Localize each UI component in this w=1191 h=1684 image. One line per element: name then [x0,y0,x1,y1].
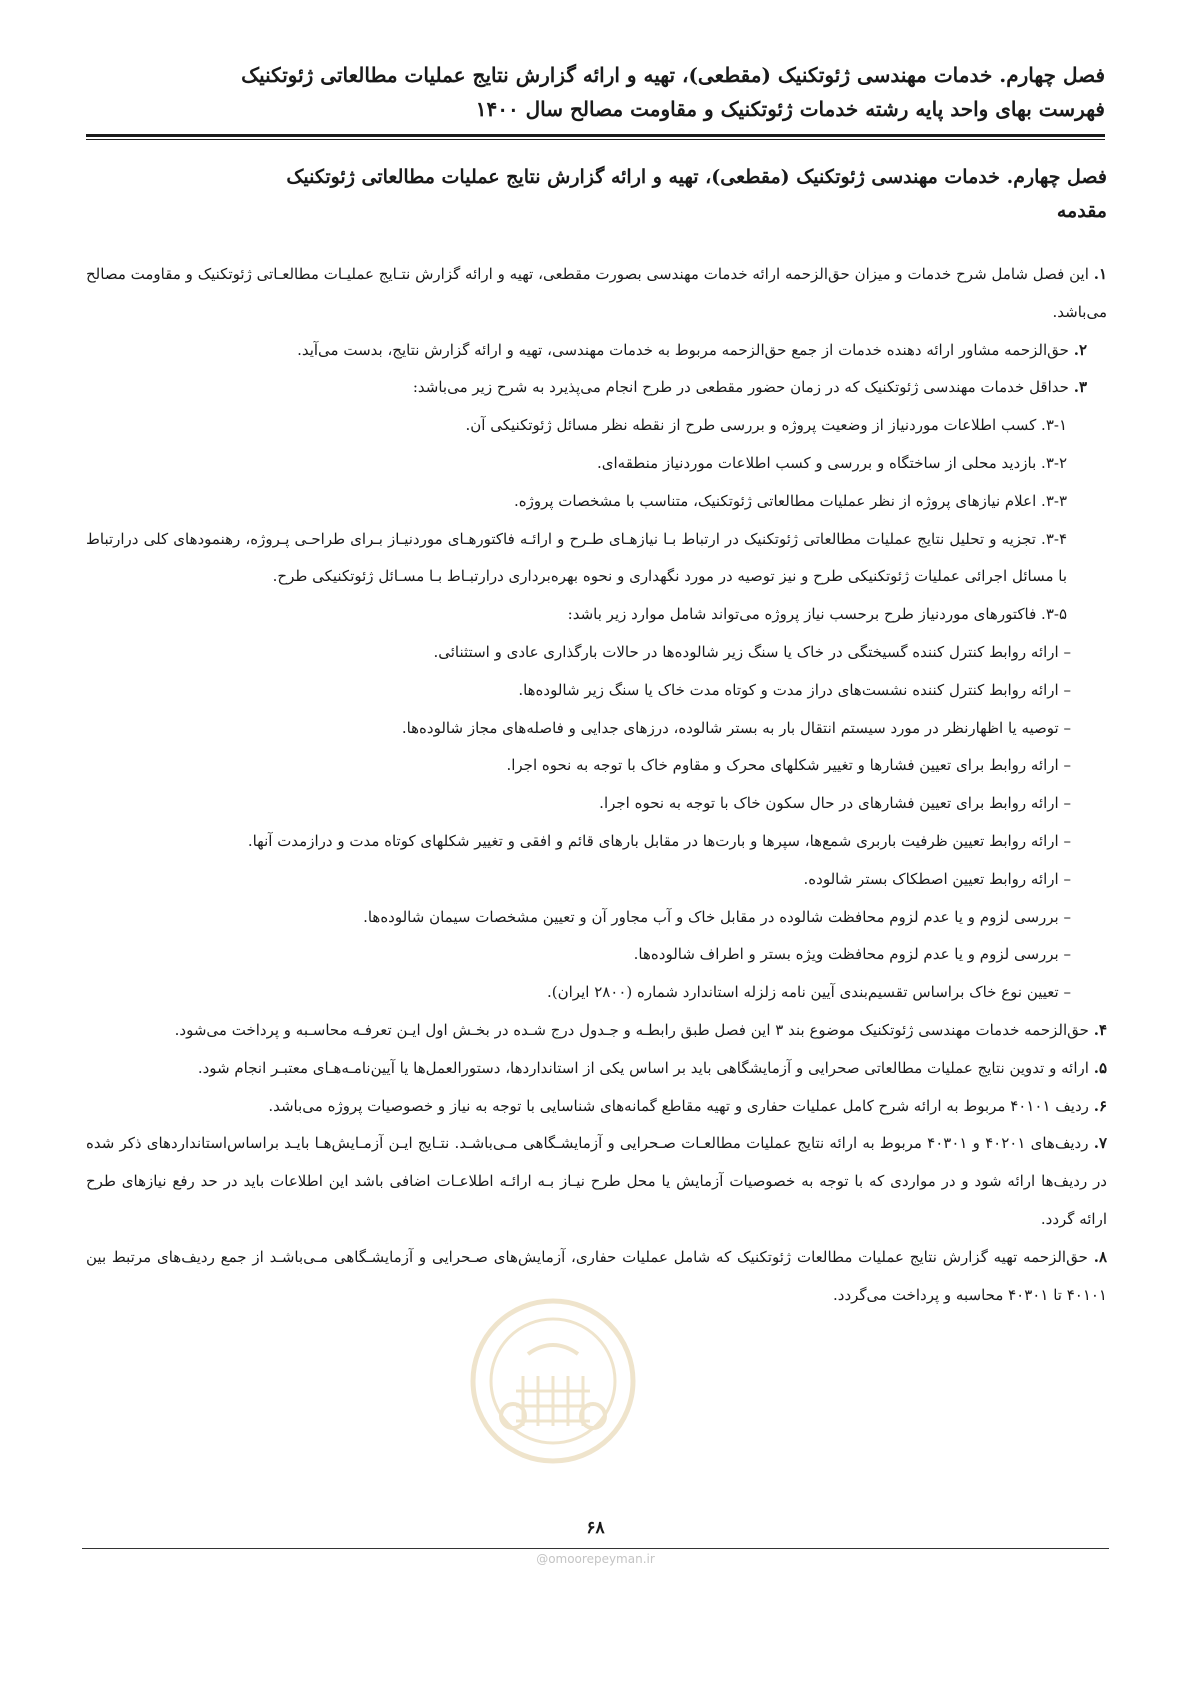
page-number: ۶۸ [586,1518,605,1538]
paragraph-text: تجزیه و تحلیل نتایج عملیات مطالعاتی ژئوتکنیک در ارتباط بـا نیازهـای طـرح و ارائـه فاکتورهـای موردنیـاز بـرای طراحـی پـروژه، رهنمودهای کلی درارتباط با مسائل اجرائی عملیات ژئوتکنیکی طرح و نیز توصیه در مورد نگهداری و نحوه بهره‌برداری درارتبـاط بـا مسـائل ژئوتکنیکی طرح. [86,529,1067,586]
watermark-seal-icon [468,1296,638,1466]
page-footer [82,1548,1109,1549]
paragraph-text: حداقل خدمات مهندسی ژئوتکنیک که در زمان حضور مقطعی در طرح انجام می‌پذیرد به شرح زیر می‌باشد: [412,378,1069,397]
paragraph-text: ارائه و تدوین نتایج عملیات مطالعاتی صحرایی و آزمایشگاهی باید بر اساس یکی از استانداردها، دستورالعمل‌ها یا آیین‌نامـه‌هـای معتبـر انجام شود. [197,1058,1089,1077]
paragraph-7 [86,1125,1107,1238]
header-rule-thin [86,139,1105,140]
paragraph-3-2 [86,445,1107,483]
paragraph-number: ۸. [1093,1247,1107,1266]
paragraph-text: اعلام نیازهای پروژه از نظر عملیات مطالعاتی ژئوتکنیک، متناسب با مشخصات پروژه. [513,491,1037,510]
section-subtitle: مقدمه [1056,200,1107,222]
paragraph-3-5 [86,596,1107,634]
page-header [86,58,1105,140]
paragraph-number: ۷. [1093,1134,1107,1153]
bullet-item: – ارائه روابط کنترل کننده نشست‌های دراز مدت و کوتاه مدت خاک یا سنگ زیر شالوده‌ها. [86,672,1107,710]
bullet-item: – ارائه روابط تعیین ظرفیت باربری شمع‌ها، سپرها و بارت‌ها در مقابل بارهای قائم و افقی و تغییر شکلهای کوتاه مدت و درازمدت آنها. [86,823,1107,861]
bullet-item: – بررسی لزوم و یا عدم لزوم محافظت شالوده در مقابل خاک و آب مجاور آن و تعیین مشخصات سیمان شالوده‌ها. [86,899,1107,937]
header-document-title: فهرست بهای واحد پایه رشته خدمات ژئوتکنیک و مقاومت مصالح سال ۱۴۰۰ [475,97,1105,121]
header-rule-thick [86,134,1105,137]
paragraph-text: ردیف ۴۰۱۰۱ مربوط به ارائه شرح کامل عملیات حفاری و تهیه مقاطع گمانه‌های شناسایی با توجه به نیاز و خصوصیات پروژه می‌باشد. [268,1096,1089,1115]
page-content [86,160,1107,1314]
paragraph-text: ردیف‌های ۴۰۲۰۱ و ۴۰۳۰۱ مربوط به ارائه نتایج عملیات مطالعـات صـحرایی و آزمایشـگاهی مـی‌باشـد. نتـایج ایـن آزمـایش‌هـا بایـد براساس‌استانداردهای ذکر شده در ردیف‌ها ارائه شود و در مواردی که با توجه به خصوصیات آزمایش یا محل طرح نیـاز بـه ارائـه اطلاعـات اضافی باشد این اطلاعات باید در حد رفع نیازهای طرح ارائه گردد. [86,1134,1107,1228]
bullet-item: – ارائه روابط برای تعیین فشارها و تغییر شکلهای محرک و مقاوم خاک با توجه به نحوه اجرا. [86,747,1107,785]
bullet-item: – توصیه یا اظهارنظر در مورد سیستم انتقال بار به بستر شالوده، درزهای جدایی و فاصله‌های مجاز شالوده‌ها. [86,710,1107,748]
paragraph-number: ۴. [1093,1020,1107,1039]
paragraph-text: بازدید محلی از ساختگاه و بررسی و کسب اطلاعات موردنیاز منطقه‌ای. [597,453,1037,472]
paragraph-number: ۲. [1073,340,1087,359]
paragraph-4 [86,1012,1107,1050]
paragraph-number: ۶. [1093,1096,1107,1115]
header-chapter-title: فصل چهارم. خدمات مهندسی ژئوتکنیک (مقطعی)، تهیه و ارائه گزارش نتایج عملیات مطالعاتی ژئوتکنیک [241,63,1105,87]
bullet-item: – تعیین نوع خاک براساس تقسیم‌بندی آیین نامه زلزله استاندارد شماره (۲۸۰۰ ایران). [86,974,1107,1012]
bullet-item: – ارائه روابط تعیین اصطکاک بستر شالوده. [86,861,1107,899]
paragraph-3-3 [86,483,1107,521]
paragraph-3-1 [86,407,1107,445]
bullet-item: – بررسی لزوم و یا عدم لزوم محافظت ویژه بستر و اطراف شالوده‌ها. [86,936,1107,974]
paragraph-text: حق‌الزحمه تهیه گزارش نتایج عملیات مطالعات ژئوتکنیک که شامل عملیات حفاری، آزمایش‌های صـحرایی و آزمایشـگاهی مـی‌باشـد از جمع ردیف‌های مرتبط بین ۴۰۱۰۱ تا ۴۰۳۰۱ محاسبه و پرداخت می‌گردد. [86,1247,1107,1304]
paragraph-text: حق‌الزحمه مشاور ارائه دهنده خدمات از جمع حق‌الزحمه مربوط به خدمات مهندسی، تهیه و ارائه گزارش نتایج، بدست می‌آید. [297,340,1069,359]
paragraph-6 [86,1088,1107,1126]
paragraph-text: این فصل شامل شرح خدمات و میزان حق‌الزحمه ارائه خدمات مهندسی بصورت مقطعی، تهیه و ارائه گزارش نتـایج عملیـات مطالعـاتی ژئوتکنیک و مقاومت مصالح می‌باشد. [86,265,1107,321]
paragraph-2 [86,332,1107,370]
site-watermark-text: @omoorepeyman.ir [536,1552,655,1566]
paragraph-3-4 [86,521,1107,597]
paragraph-number: ۳-۴. [1041,529,1067,548]
paragraph-number: ۳-۱. [1041,416,1067,435]
bullet-item: – ارائه روابط کنترل کننده گسیختگی در خاک یا سنگ زیر شالوده‌ها در حالات بارگذاری عادی و استثنائی. [86,634,1107,672]
footer-rule [82,1548,1109,1549]
paragraph-number: ۳-۲. [1041,453,1067,472]
paragraph-number: ۵. [1093,1058,1107,1077]
paragraph-text: کسب اطلاعات موردنیاز از وضعیت پروژه و بررسی طرح از نقطه نظر مسائل ژئوتکنیکی آن. [465,416,1037,435]
paragraph-text: حق‌الزحمه خدمات مهندسی ژئوتکنیک موضوع بند ۳ این فصل طبق رابطـه و جـدول درج شـده در بخـش اول ایـن تعرفـه محاسـبه و پرداخت می‌شود. [174,1020,1089,1039]
paragraph-5 [86,1050,1107,1088]
bullet-item: – ارائه روابط برای تعیین فشارهای در حال سکون خاک با توجه به نحوه اجرا. [86,785,1107,823]
paragraph-number: ۱. [1093,265,1107,283]
paragraph-number: ۳-۵. [1041,605,1067,624]
paragraph-number: ۳. [1073,378,1087,397]
paragraph-1 [86,256,1107,332]
paragraph-text: فاکتورهای موردنیاز طرح برحسب نیاز پروژه می‌تواند شامل موارد زیر باشد: [567,605,1037,624]
paragraph-number: ۳-۳. [1041,491,1067,510]
section-title: فصل چهارم. خدمات مهندسی ژئوتکنیک (مقطعی)، تهیه و ارائه گزارش نتایج عملیات مطالعاتی ژئوتکنیک [286,166,1107,188]
paragraph-3 [86,369,1107,407]
